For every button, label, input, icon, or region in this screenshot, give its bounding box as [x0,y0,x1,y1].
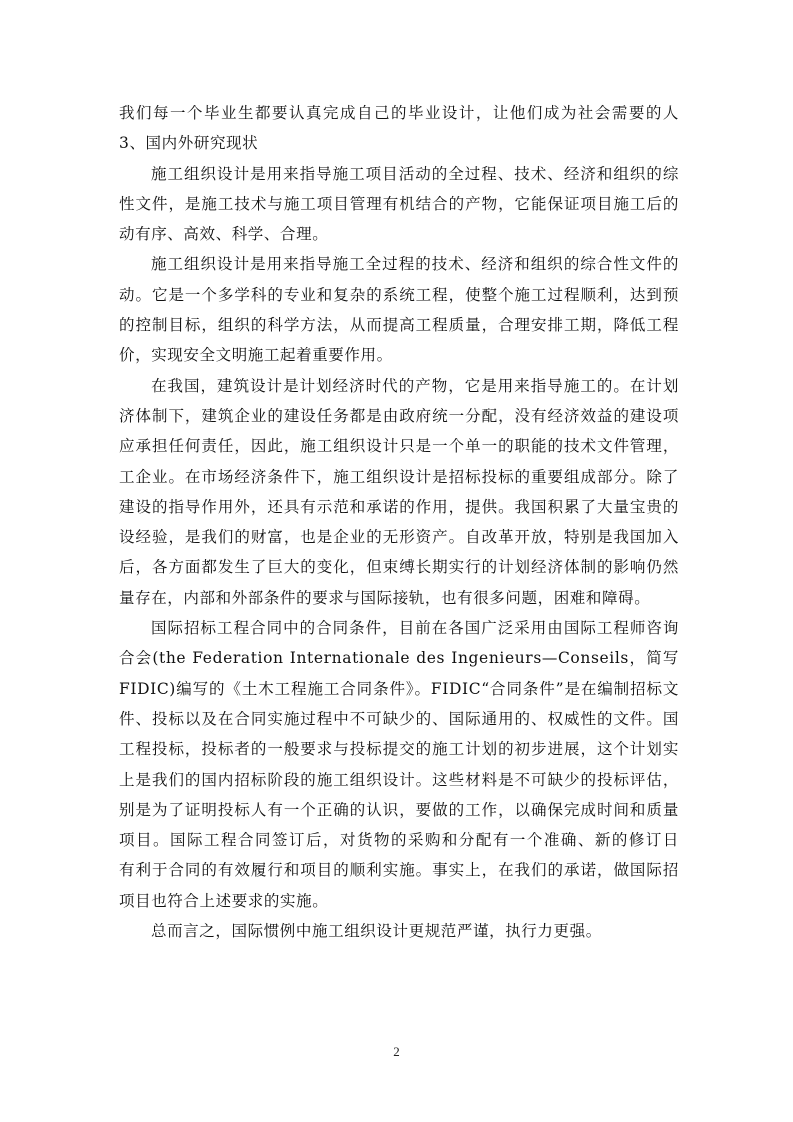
text-line: 在我国，建筑设计是计划经济时代的产物，它是用来指导施工的。在计划 [151,376,679,395]
text-line: 项目。国际工程合同签订后，对货物的采购和分配有一个准确、新的修订日 [119,831,679,850]
text-line: 济体制下，建筑企业的建设任务都是由政府统一分配，没有经济效益的建设项 [119,406,679,425]
page-number: 2 [393,1044,400,1059]
text-line: 后，各方面都发生了巨大的变化，但束缚长期实行的计划经济体制的影响仍然 [119,558,679,577]
text-line: 性文件，是施工技术与施工项目管理有机结合的产物，它能保证项目施工后的 [119,194,679,213]
text-line: 价，实现安全文明施工起着重要作用。 [119,346,393,365]
text-line: 施工组织设计是用来指导施工全过程的技术、经济和组织的综合性文件的 [151,255,679,274]
text-line: 工程投标，投标者的一般要求与投标提交的施工计划的初步进展，这个计划实 [119,740,679,759]
text-line: 量存在，内部和外部条件的要求与国际接轨，也有很多问题，困难和障碍。 [119,588,651,607]
text-line: 工企业。在市场经济条件下，施工组织设计是招标投标的重要组成部分。除了 [119,467,679,486]
text-line: 动。它是一个多学科的专业和复杂的系统工程，使整个施工过程顺利，达到预 [119,285,679,304]
text-line: 有利于合同的有效履行和项目的顺利实施。事实上，在我们的承诺，做国际招 [119,861,679,880]
text-line: 施工组织设计是用来指导施工项目活动的全过程、技术、经济和组织的综 [151,164,679,183]
text-line: 我们每一个毕业生都要认真完成自己的毕业设计，让他们成为社会需要的人 [119,104,679,122]
text-line: 别是为了证明投标人有一个正确的认识，要做的工作，以确保完成时间和质量 [119,800,679,819]
text-line: 的控制目标，组织的科学方法，从而提高工程质量，合理安排工期，降低工程 [119,316,679,335]
text-line: 建设的指导作用外，还具有示范和承诺的作用，提供。我国积累了大量宝贵的 [119,497,679,516]
text-line: 国际招标工程合同中的合同条件，目前在各国广泛采用由国际工程师咨询 [151,619,679,638]
text-line: 项目也符合上述要求的实施。 [119,891,329,910]
text-line: 件、投标以及在合同实施过程中不可缺少的、国际通用的、权威性的文件。国 [119,709,679,728]
text-line: 设经验，是我们的财富，也是企业的无形资产。自改革开放，特别是我国加入 [119,528,679,547]
body-text [119,98,679,946]
text-line: 合会(the Federation Internationale des Ingenieurs—Conseils，简写 [119,649,679,668]
text-line: FIDIC)编写的《土木工程施工合同条件》。FIDIC“合同条件”是在编制招标文 [119,679,679,698]
text-line: 上是我们的国内招标阶段的施工组织设计。这些材料是不可缺少的投标评估， [119,770,679,789]
section-heading: 3、国内外研究现状 [119,134,259,153]
text-line: 总而言之，国际惯例中施工组织设计更规范严谨，执行力更强。 [151,922,602,941]
text-line: 动有序、高效、科学、合理。 [119,225,329,244]
text-line: 应承担任何责任，因此，施工组织设计只是一个单一的职能的技术文件管理， [119,437,679,456]
